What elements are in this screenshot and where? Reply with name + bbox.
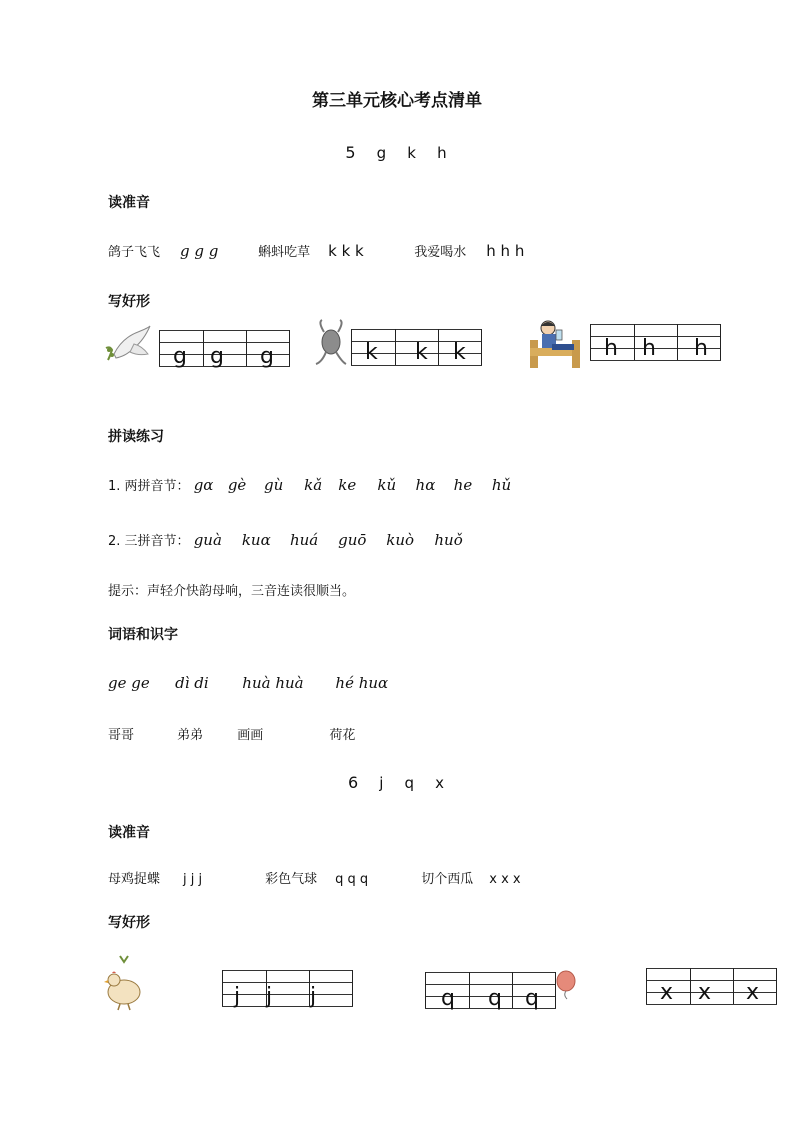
- section-spell-heading: 拼读练习: [108, 429, 164, 445]
- letter: j: [266, 984, 273, 1009]
- spell-three-label: 2. 三拼音节：: [108, 534, 190, 549]
- syllable: kǔ: [377, 476, 397, 494]
- letter: h: [642, 336, 656, 361]
- syllable: kuò: [386, 531, 415, 549]
- letter: x: [698, 980, 712, 1005]
- read-item-cn: 彩色气球: [265, 872, 318, 887]
- read-item-py: h h h: [486, 242, 525, 260]
- writing-grid-j: [222, 970, 353, 1009]
- letter: g: [260, 344, 274, 369]
- syllable: guō: [338, 531, 367, 549]
- section-words-heading: 词语和识字: [108, 627, 178, 643]
- read-item-py: x x x: [489, 872, 521, 887]
- read-item-cn: 切个西瓜: [421, 872, 474, 887]
- word-chinese: 荷花: [329, 728, 356, 743]
- tadpole-icon: [314, 318, 348, 366]
- syllable: guà: [193, 531, 222, 549]
- read-item-py: j j j: [183, 872, 203, 887]
- lesson-5-heading: [0, 143, 794, 162]
- spell-two-line: [108, 475, 522, 494]
- read-item-cn: 蝌蚪吃草: [258, 245, 311, 260]
- word-chinese: 哥哥: [108, 728, 135, 743]
- word-pinyin: ge ge: [108, 674, 150, 692]
- syllable: hɑ: [415, 476, 436, 494]
- letter: k: [365, 340, 378, 365]
- read-item-cn: 鸽子飞飞: [108, 245, 161, 260]
- read-item-py: k k k: [328, 242, 364, 260]
- balloon-icon: [555, 970, 577, 1000]
- syllable: gù: [263, 476, 284, 494]
- letter: q: [488, 986, 502, 1011]
- syllable: ke: [338, 476, 357, 494]
- letter: x: [660, 980, 674, 1005]
- word-pinyin: hé huɑ: [335, 674, 389, 692]
- read-item-cn: 我爱喝水: [414, 245, 467, 260]
- writing-grid-q: [425, 972, 556, 1011]
- letter: k: [415, 340, 428, 365]
- read-item-cn: 母鸡捉蝶: [108, 872, 161, 887]
- words-chinese-line: [108, 724, 389, 743]
- read-item-py: g g g: [180, 242, 219, 260]
- letter: q: [525, 986, 539, 1011]
- letter: k: [407, 144, 418, 162]
- hen-icon: [102, 952, 144, 1012]
- read-line: [108, 868, 539, 887]
- letter: h: [437, 144, 449, 162]
- lesson-number: 5: [345, 143, 358, 162]
- section-write-heading: 写好形: [108, 294, 150, 310]
- syllable: huǒ: [434, 531, 463, 549]
- pigeon-icon: [104, 324, 152, 366]
- writing-grid-g: [159, 330, 290, 369]
- word-pinyin: dì di: [175, 674, 209, 692]
- spell-three-line: [108, 530, 478, 549]
- section-read-heading: 读准音: [108, 825, 150, 841]
- words-pinyin-line: [108, 674, 405, 692]
- hint-text: 提示：声轻介快韵母响，三音连读很顺当。: [108, 584, 356, 599]
- letter: k: [453, 340, 466, 365]
- letter: q: [441, 986, 455, 1011]
- section-write-heading: 写好形: [108, 915, 150, 931]
- read-line: [108, 241, 536, 260]
- page-title: 第三单元核心考点清单: [312, 91, 482, 111]
- letter: j: [379, 774, 386, 792]
- section-read-heading: 读准音: [108, 195, 150, 211]
- word-chinese: 弟弟: [177, 728, 204, 743]
- syllable: hǔ: [491, 476, 512, 494]
- letter: q: [404, 774, 417, 792]
- writing-grid-x: [646, 968, 777, 1004]
- syllable: kuɑ: [241, 531, 271, 549]
- syllable: he: [453, 476, 473, 494]
- letter: h: [604, 336, 618, 361]
- syllable: huá: [289, 531, 319, 549]
- writing-grid-h: [590, 324, 721, 360]
- syllable: gè: [227, 476, 247, 494]
- read-item-py: q q q: [335, 872, 369, 887]
- word-pinyin: huà huà: [242, 674, 304, 692]
- lesson-6-heading: [0, 773, 794, 792]
- letter: g: [376, 144, 389, 162]
- letter: g: [173, 344, 187, 369]
- boy-drinking-icon: [526, 318, 586, 370]
- word-chinese: 画画: [237, 728, 264, 743]
- letter: j: [234, 984, 241, 1009]
- letter: h: [694, 336, 708, 361]
- letter: x: [746, 980, 760, 1005]
- lesson-number: 6: [347, 773, 361, 792]
- letter: x: [435, 774, 447, 792]
- writing-grid-k: [351, 329, 482, 365]
- spell-two-label: 1. 两拼音节：: [108, 479, 190, 494]
- letter: j: [310, 984, 317, 1009]
- letter: g: [210, 344, 224, 369]
- syllable: gɑ: [193, 476, 214, 494]
- syllable: kǎ: [304, 476, 323, 494]
